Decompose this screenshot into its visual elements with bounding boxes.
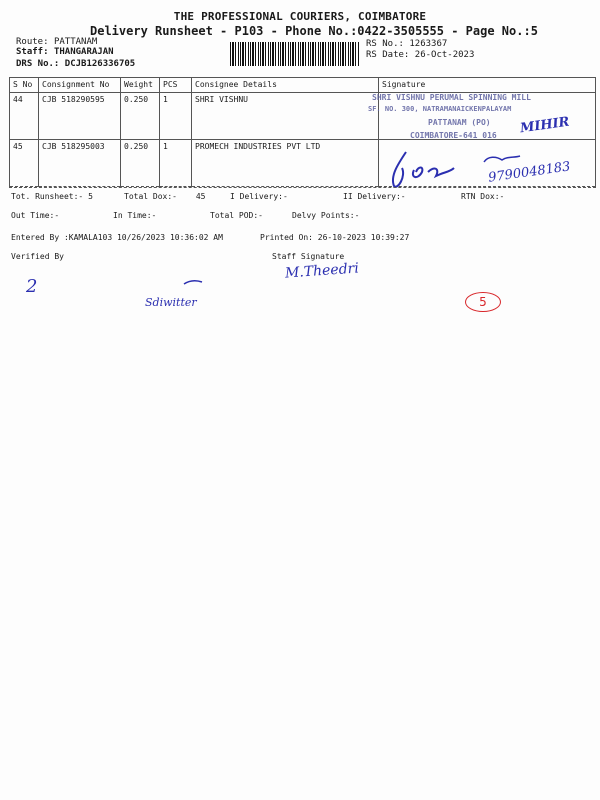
verified-note: Sdiwitter [145, 296, 197, 309]
out-time: Out Time:- [11, 211, 60, 220]
staff-signature: M.Theedri [284, 260, 360, 282]
drs-value: DCJB126336705 [64, 59, 136, 69]
col-weight: Weight [121, 78, 160, 93]
divider [9, 187, 596, 188]
verified-by-label: Verified By [11, 252, 64, 261]
route-label: Route: [16, 37, 49, 47]
handwritten-name: MIHIR [519, 114, 571, 137]
cell-weight: 0.250 [121, 140, 160, 187]
staff-line [16, 47, 114, 57]
rs-date-value: 26-Oct-2023 [414, 50, 475, 60]
cell-consignment: CJB 518290595 [39, 93, 121, 140]
rs-no-label: RS No.: [366, 39, 404, 49]
total-pod: Total POD:- [210, 211, 263, 220]
cell-consignment: CJB 518295003 [39, 140, 121, 187]
scribble-icon [180, 278, 210, 288]
stamp-line: COIMBATORE-641 016 [410, 131, 497, 140]
route-line [16, 37, 97, 47]
cell-consignee: SHRI VISHNU [192, 93, 379, 140]
tot-runsheet: Tot. Runsheet:- 5 [11, 192, 93, 201]
cell-sno: 44 [10, 93, 39, 140]
col-sno: S No [10, 78, 39, 93]
cell-pcs: 1 [160, 140, 192, 187]
total-dox-value: 45 [195, 192, 206, 201]
rs-date-label: RS Date: [366, 50, 410, 60]
runsheet-title: Delivery Runsheet - P103 - Phone No.:0422-3505555 - Page No.:5 [90, 24, 538, 38]
total-dox-label: Total Dox:- [124, 192, 177, 201]
printed-on: Printed On: 26-10-2023 10:39:27 [260, 233, 410, 242]
cell-consignee: PROMECH INDUSTRIES PVT LTD [192, 140, 379, 187]
rtn-dox: RTN Dox:- [461, 192, 505, 201]
staff-label: Staff: [16, 47, 49, 57]
route-value: PATTANAM [53, 37, 98, 47]
rs-no-value: 1263367 [409, 39, 448, 49]
drs-line [16, 59, 135, 69]
col-pcs: PCS [160, 78, 192, 93]
stamp-line: SF. NO. 300, NATRAMANAICKENPALAYAM [368, 105, 512, 113]
cell-sno: 45 [10, 140, 39, 187]
circled-page-number: 5 [465, 292, 501, 312]
staff-value: THANGARAJAN [53, 47, 114, 57]
in-time: In Time:- [113, 211, 157, 220]
rs-no-line [366, 39, 447, 49]
col-consignment: Consignment No [39, 78, 121, 93]
stamp-line: PATTANAM (PO) [428, 118, 491, 127]
staff-signature-label: Staff Signature [272, 252, 345, 261]
i-delivery: I Delivery:- [230, 192, 288, 201]
ii-delivery: II Delivery:- [343, 192, 406, 201]
col-consignee: Consignee Details [192, 78, 379, 93]
barcode [230, 42, 360, 66]
stamp-line: SHRI VISHNU PERUMAL SPINNING MILL [372, 93, 531, 102]
table-header-row [10, 78, 596, 93]
col-signature: Signature [379, 78, 596, 93]
total-dox [124, 192, 205, 201]
entered-by: Entered By :KAMALA103 10/26/2023 10:36:02 AM [11, 233, 223, 242]
cell-weight: 0.250 [121, 93, 160, 140]
rs-date-line [366, 50, 474, 60]
delvy-points: Delvy Points:- [292, 211, 360, 220]
company-name: THE PROFESSIONAL COURIERS, COIMBATORE [173, 10, 427, 23]
drs-label: DRS No.: [16, 59, 60, 69]
verified-signature: 2 [26, 276, 38, 297]
handwritten-phone: 9790048183 [487, 159, 572, 186]
cell-pcs: 1 [160, 93, 192, 140]
